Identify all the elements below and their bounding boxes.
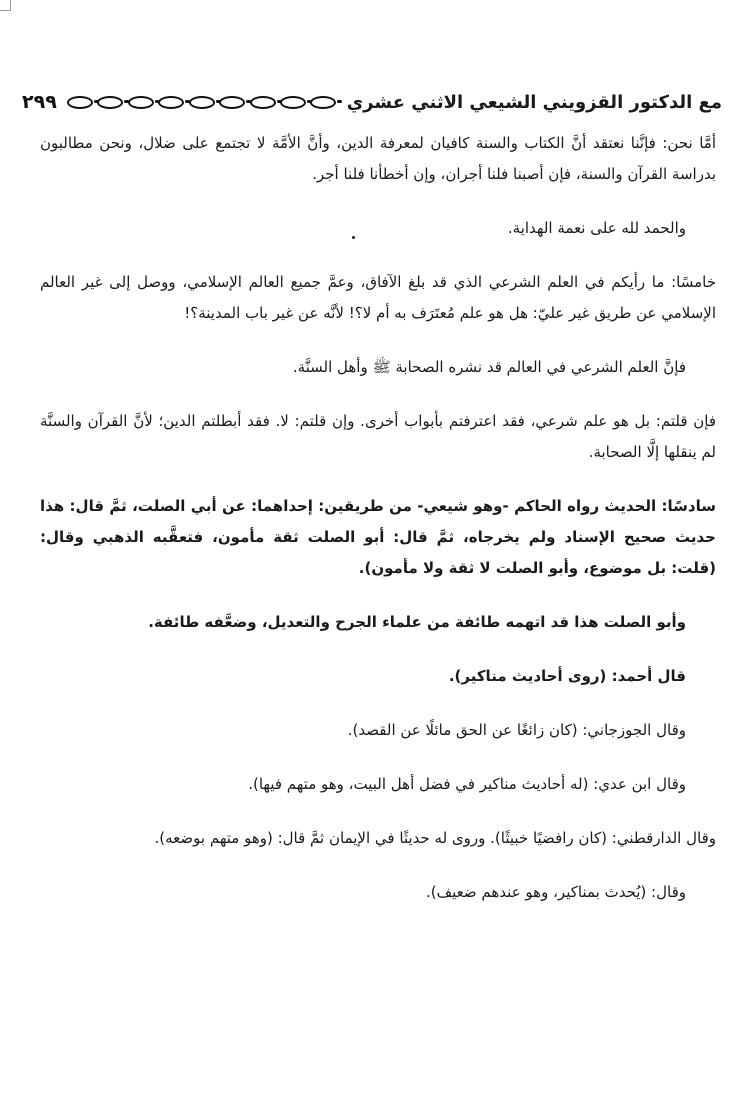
running-title: مع الدكتور القزويني الشيعي الاثني عشري	[346, 91, 722, 113]
paragraph-6: سادسًا: الحديث رواه الحاكم -وهو شيعي- من طريقين: إحداهما: عن أبي الصلت، ثمَّ قال: هذا حديث صحيح الإسناد ولم يخرجاه، ثمَّ قال: أبو الصلت ثقة مأمون، فتعقَّبه الذهبي وقال: (قلت: بل موضوع، وأبو الصلت لا ثقة ولا مأمون).	[40, 497, 716, 577]
page-number: ٢٩٩	[22, 91, 57, 113]
ornament-loop	[219, 96, 245, 109]
page-body	[40, 128, 716, 908]
paragraph-5: فإن قلتم: بل هو علم شرعي، فقد اعترفتم بأبواب أخرى. وإن قلتم: لا. فقد أبطلتم الدين؛ لأنَّ القرآن والسنَّة لم ينقلها إلَّا الصحابة.	[40, 412, 716, 461]
paragraph-12: وقال: (يُحدث بمناكير، وهو عندهم ضعيف).	[425, 883, 686, 901]
paragraph-2: والحمد لله على نعمة الهداية.	[507, 219, 686, 237]
paragraph-3: خامسًا: ما رأيكم في العلم الشرعي الذي قد بلغ الآفاق، وعمَّ جميع العالم الإسلامي، ووصل إلى غير العالم الإسلامي عن طريق غير عليّ: هل هو علم مُعتَرَف به أم لا؟! لأنَّه عن غير باب المدينة؟!	[40, 273, 716, 322]
header-ornament	[65, 95, 339, 109]
ornament-loop	[310, 96, 336, 109]
ornament-loop	[250, 96, 276, 109]
ornament-loop	[189, 96, 215, 109]
ornament-loop	[158, 96, 184, 109]
ornament-loop	[128, 96, 154, 109]
paragraph-1: أمَّا نحن: فإنَّنا نعتقد أنَّ الكتاب والسنة كافيان لمعرفة الدين، وأنَّ الأمَّة لا تجتمع على ضلال، ونحن مطالبون بدراسة القرآن والسنة، فإن أصبنا فلنا أجران، وإن أخطأنا فلنا أجر.	[40, 134, 716, 183]
paragraph-11: وقال الدارقطني: (كان رافضيًا خبيثًا). وروى له حديثًا في الإيمان ثمَّ قال: (وهو متهم بوضعه).	[154, 829, 716, 847]
ornament-loop	[280, 96, 306, 109]
paragraph-9: وقال الجوزجاني: (كان زائغًا عن الحق مائلًا عن القصد).	[347, 721, 686, 739]
paragraph-4: فإنَّ العلم الشرعي في العالم قد نشره الصحابة ﷺ وأهل السنَّة.	[292, 358, 686, 376]
ornament-loop	[67, 96, 93, 109]
scan-corner-mark	[0, 0, 11, 11]
paragraph-7: وأبو الصلت هذا قد اتهمه طائفة من علماء الجرح والتعديل، وضعَّفه طائفة.	[148, 613, 686, 631]
ornament-loop	[97, 96, 123, 109]
paragraph-8: قال أحمد: (روى أحاديث مناكير).	[448, 667, 686, 685]
paragraph-10: وقال ابن عدي: (له أحاديث مناكير في فضل أهل البيت، وهو متهم فيها).	[248, 775, 686, 793]
page-header	[22, 82, 722, 122]
